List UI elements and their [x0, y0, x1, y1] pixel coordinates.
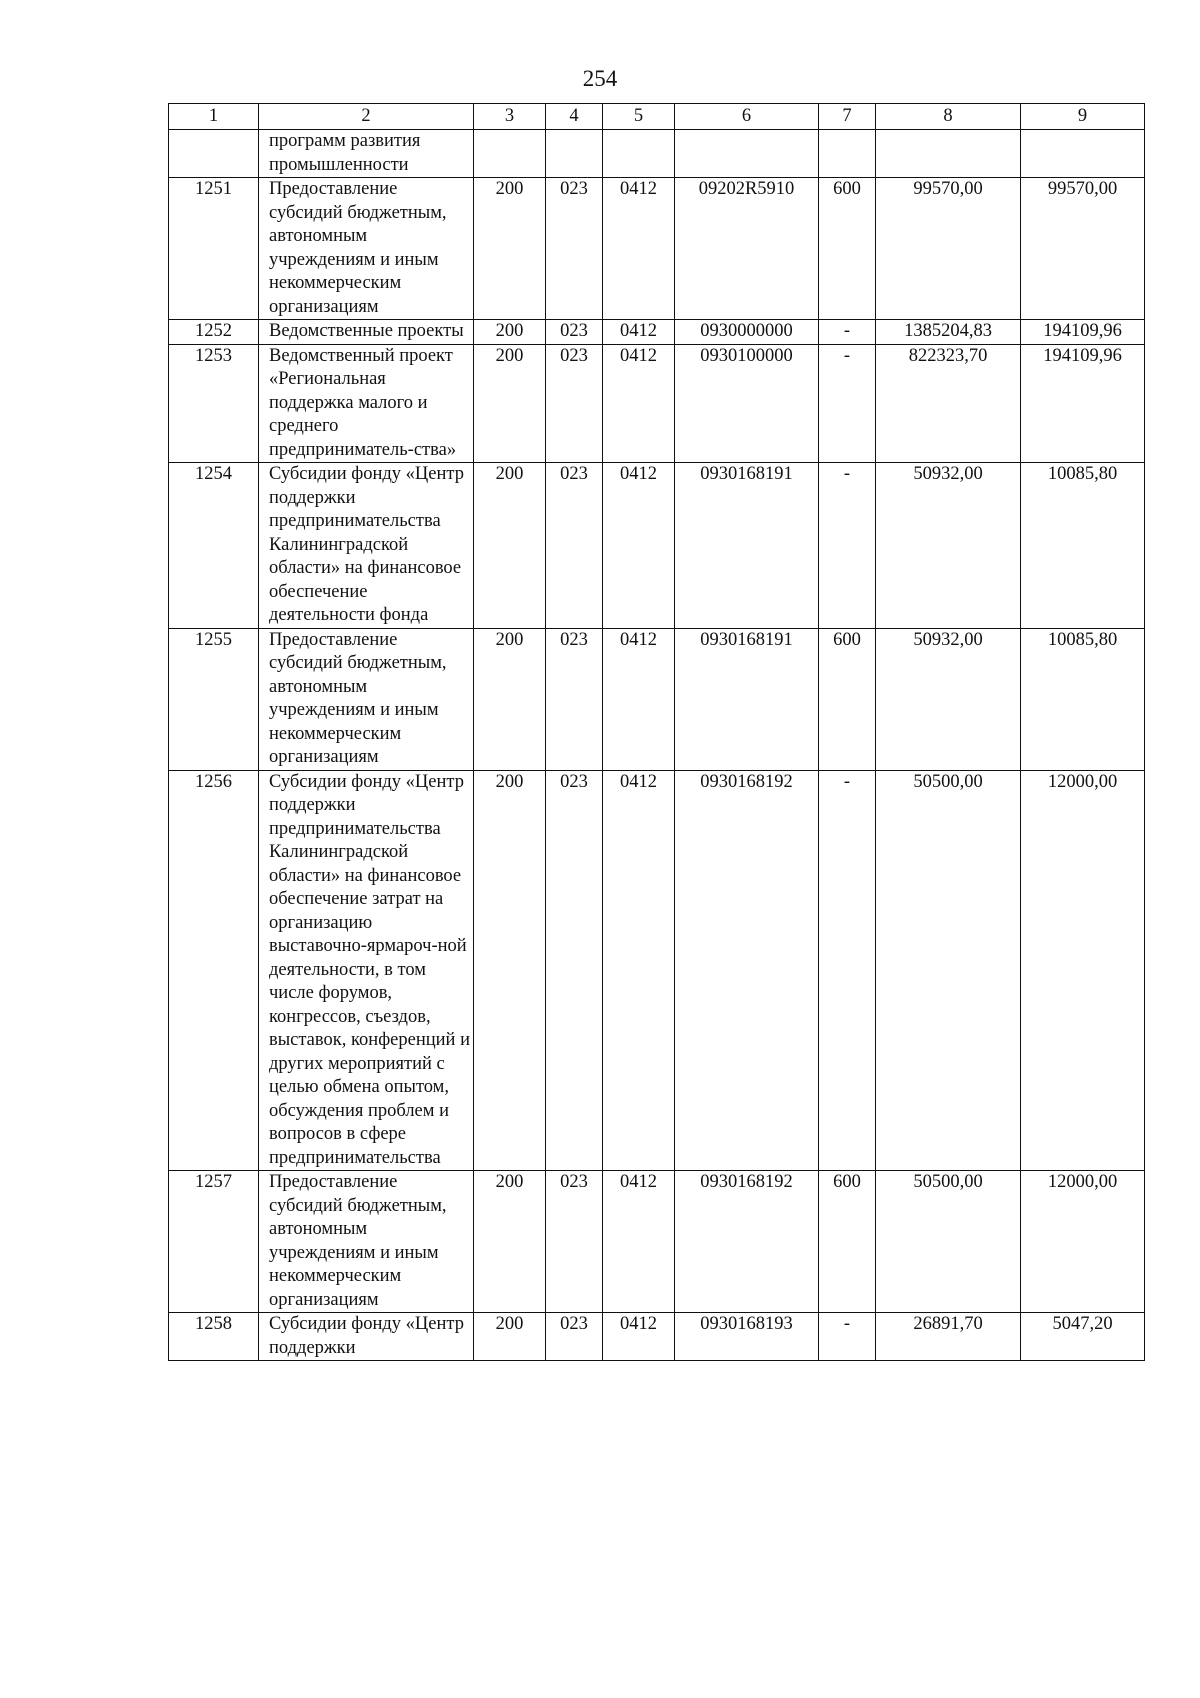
row-col-6: 0930100000 [675, 344, 819, 463]
row-amount-8: 99570,00 [876, 178, 1021, 320]
header-col-2: 2 [259, 104, 474, 130]
row-amount-8: 822323,70 [876, 344, 1021, 463]
row-number: 1256 [169, 770, 259, 1171]
row-amount-8: 50500,00 [876, 1171, 1021, 1313]
row-col-6: 0930000000 [675, 320, 819, 345]
row-col-3: 200 [474, 344, 546, 463]
header-col-7: 7 [819, 104, 876, 130]
table-row [169, 463, 1145, 629]
row-col-7: 600 [819, 628, 876, 770]
row-col-4: 023 [546, 770, 603, 1171]
table-row [169, 1313, 1145, 1361]
row-col-4 [546, 130, 603, 178]
row-col-4: 023 [546, 344, 603, 463]
row-col-5: 0412 [603, 178, 675, 320]
row-amount-8: 26891,70 [876, 1313, 1021, 1361]
row-amount-9: 10085,80 [1021, 463, 1145, 629]
row-col-5: 0412 [603, 320, 675, 345]
row-col-3: 200 [474, 1313, 546, 1361]
budget-table [168, 103, 1145, 1361]
row-col-6: 0930168193 [675, 1313, 819, 1361]
row-amount-8: 50500,00 [876, 770, 1021, 1171]
row-col-3: 200 [474, 320, 546, 345]
row-name: Ведомственные проекты [259, 320, 474, 345]
row-name: Предоставление субсидий бюджетным, автономным учреждениям и иным некоммерческим организациям [259, 178, 474, 320]
row-number [169, 130, 259, 178]
table-row [169, 1171, 1145, 1313]
row-number: 1258 [169, 1313, 259, 1361]
row-col-3 [474, 130, 546, 178]
row-name: Предоставление субсидий бюджетным, автономным учреждениям и иным некоммерческим организациям [259, 628, 474, 770]
table-row [169, 628, 1145, 770]
table-body [169, 130, 1145, 1361]
row-col-5: 0412 [603, 344, 675, 463]
row-col-7: - [819, 770, 876, 1171]
row-col-4: 023 [546, 628, 603, 770]
row-col-6: 09202R5910 [675, 178, 819, 320]
row-number: 1254 [169, 463, 259, 629]
row-name: программ развития промышленности [259, 130, 474, 178]
row-col-7: - [819, 344, 876, 463]
row-col-3: 200 [474, 1171, 546, 1313]
row-name: Субсидии фонду «Центр поддержки предпринимательства Калининградской области» на финансовое обеспечение затрат на организацию выставочно-ярмароч-ной деятельности, в том числе форумов, конгрессов, съездов, выставок, конференций и других мероприятий с целью обмена опытом, обсуждения проблем и вопросов в сфере предпринимательства [259, 770, 474, 1171]
row-amount-9: 5047,20 [1021, 1313, 1145, 1361]
row-col-5: 0412 [603, 1313, 675, 1361]
row-col-5: 0412 [603, 463, 675, 629]
row-amount-9: 12000,00 [1021, 1171, 1145, 1313]
table-row [169, 320, 1145, 345]
row-col-5: 0412 [603, 1171, 675, 1313]
row-number: 1257 [169, 1171, 259, 1313]
row-col-3: 200 [474, 463, 546, 629]
header-col-8: 8 [876, 104, 1021, 130]
row-col-7: 600 [819, 1171, 876, 1313]
row-col-4: 023 [546, 463, 603, 629]
row-name: Субсидии фонду «Центр поддержки [259, 1313, 474, 1361]
row-number: 1255 [169, 628, 259, 770]
header-row [169, 104, 1145, 130]
row-col-7: 600 [819, 178, 876, 320]
row-col-3: 200 [474, 178, 546, 320]
row-amount-9: 194109,96 [1021, 320, 1145, 345]
header-col-1: 1 [169, 104, 259, 130]
row-name: Предоставление субсидий бюджетным, автономным учреждениям и иным некоммерческим организациям [259, 1171, 474, 1313]
row-col-5: 0412 [603, 628, 675, 770]
row-amount-9: 99570,00 [1021, 178, 1145, 320]
row-amount-8: 50932,00 [876, 463, 1021, 629]
table-row [169, 178, 1145, 320]
header-col-6: 6 [675, 104, 819, 130]
table-row [169, 130, 1145, 178]
row-col-6: 0930168191 [675, 628, 819, 770]
header-col-5: 5 [603, 104, 675, 130]
row-amount-9 [1021, 130, 1145, 178]
row-col-4: 023 [546, 320, 603, 345]
row-number: 1253 [169, 344, 259, 463]
row-col-6: 0930168192 [675, 1171, 819, 1313]
row-col-6: 0930168191 [675, 463, 819, 629]
row-col-7: - [819, 1313, 876, 1361]
row-name: Ведомственный проект «Региональная поддержка малого и среднего предприниматель-ства» [259, 344, 474, 463]
header-col-4: 4 [546, 104, 603, 130]
row-col-3: 200 [474, 770, 546, 1171]
table-header [169, 104, 1145, 130]
row-amount-8: 1385204,83 [876, 320, 1021, 345]
row-col-7 [819, 130, 876, 178]
row-col-5: 0412 [603, 770, 675, 1171]
header-col-9: 9 [1021, 104, 1145, 130]
row-col-6 [675, 130, 819, 178]
row-amount-8: 50932,00 [876, 628, 1021, 770]
table-row [169, 770, 1145, 1171]
row-col-6: 0930168192 [675, 770, 819, 1171]
row-amount-8 [876, 130, 1021, 178]
row-amount-9: 194109,96 [1021, 344, 1145, 463]
row-col-4: 023 [546, 1171, 603, 1313]
row-col-5 [603, 130, 675, 178]
row-amount-9: 12000,00 [1021, 770, 1145, 1171]
page-number: 254 [582, 66, 618, 91]
row-col-4: 023 [546, 178, 603, 320]
row-number: 1252 [169, 320, 259, 345]
table-row [169, 344, 1145, 463]
row-amount-9: 10085,80 [1021, 628, 1145, 770]
row-col-7: - [819, 320, 876, 345]
header-col-3: 3 [474, 104, 546, 130]
row-name: Субсидии фонду «Центр поддержки предпринимательства Калининградской области» на финансовое обеспечение деятельности фонда [259, 463, 474, 629]
row-col-4: 023 [546, 1313, 603, 1361]
row-number: 1251 [169, 178, 259, 320]
row-col-3: 200 [474, 628, 546, 770]
row-col-7: - [819, 463, 876, 629]
